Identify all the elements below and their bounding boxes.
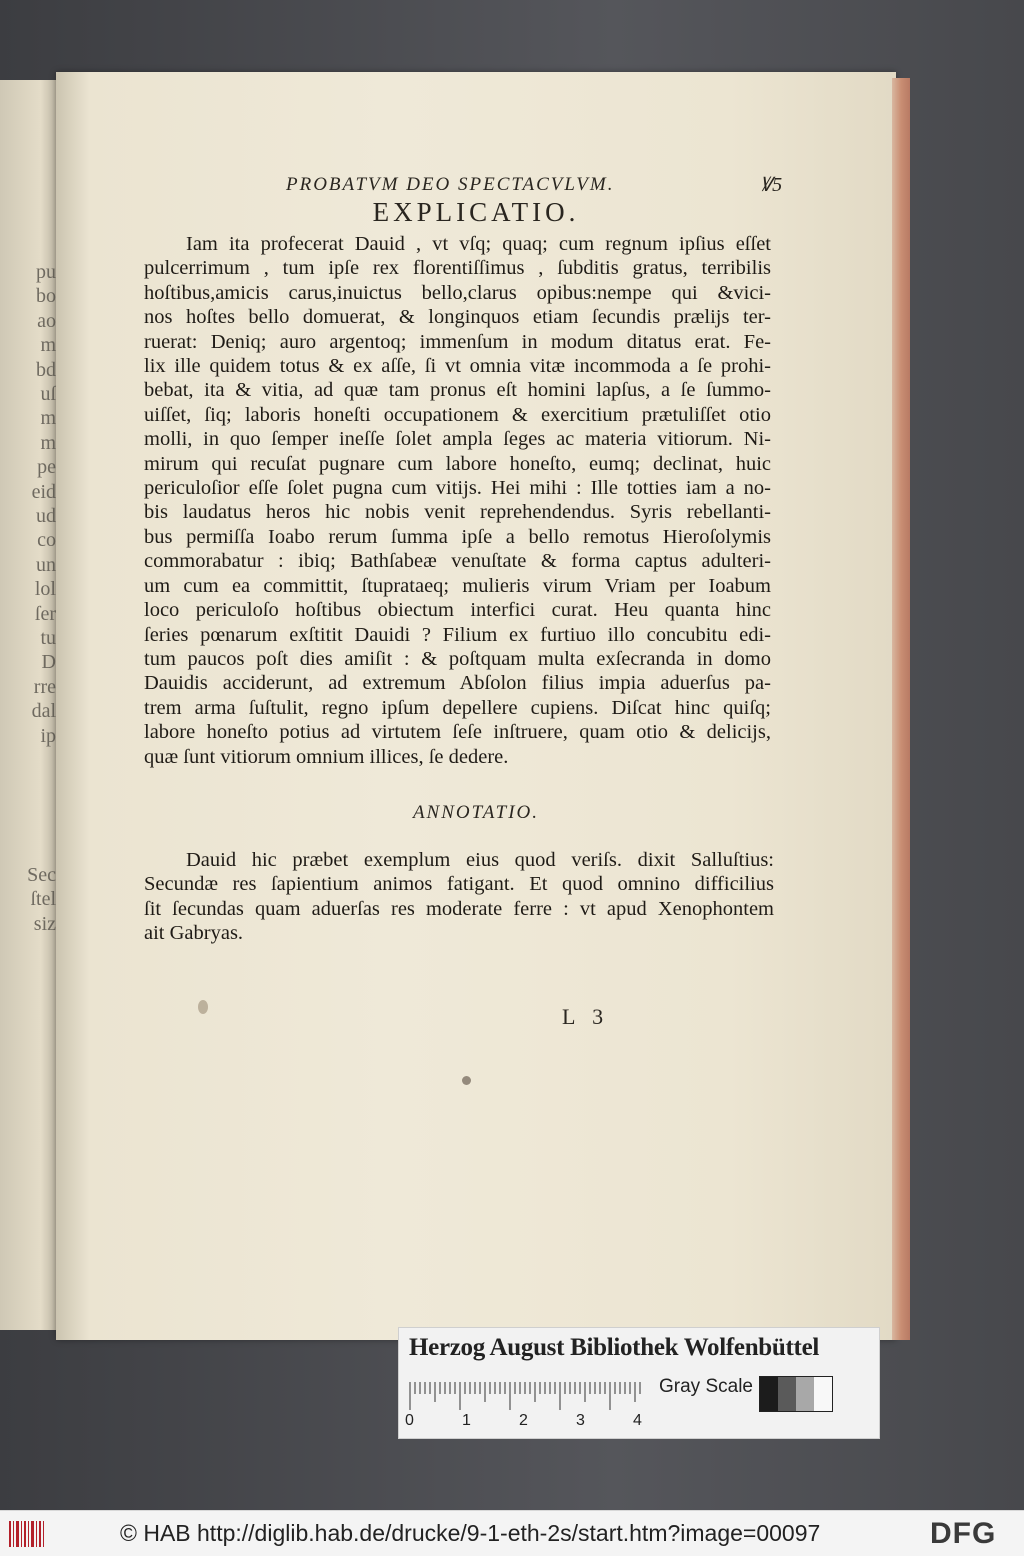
ruler-number: 1 <box>462 1412 471 1429</box>
facing-page-fragment: ip <box>40 724 56 747</box>
annotation-heading: ANNOTATIO. <box>412 802 540 823</box>
text-line: quæ ſunt vitiorum omnium illices, ſe dedere. <box>144 745 509 768</box>
text-line: uiſſet, ſiq; laboris honeſti occupationem & exercitium prætuliſſet otio <box>144 403 771 426</box>
section-heading: EXPLICATIO. <box>372 197 580 227</box>
running-head: PROBATVM DEO SPECTACVLVM. <box>286 174 615 195</box>
body-text <box>144 232 771 769</box>
facing-page-fragment: ſer <box>34 602 56 625</box>
text-line: ait Gabryas. <box>144 922 244 945</box>
gray-scale-label: Gray Scale <box>659 1376 753 1397</box>
facing-page-fragment: eid <box>31 480 56 503</box>
barcode-icon <box>8 1519 46 1549</box>
facing-page-fragment: tu <box>40 627 56 649</box>
text-line: ſit ſecundas quam aduerſas res moderate ferre : vt apud Xenophontem <box>144 897 774 920</box>
paper-stain <box>198 1000 208 1014</box>
text-line: nos hoſtes bello domuerat, & longinquos etiam ſecundis prælijs ter- <box>144 306 771 329</box>
paper-hole <box>462 1076 471 1085</box>
facing-page-fragment: m <box>40 431 56 454</box>
text-line: pulcerrimum , tum ipſe rex florentiſſimus , ſubditis gratus, terribilis <box>144 257 771 280</box>
text-line: Secundæ res ſapientium animos fatigant. Et quod omnino difficilius <box>144 873 774 896</box>
text-line: um cum ea committit, ſtuprataeq; mulieris virum Vriam per Ioabum <box>144 574 771 597</box>
book-page <box>56 72 896 1340</box>
text-line: mirum qui recuſat pugnare cum labore honeſto, eumq; declinat, huic <box>144 452 771 475</box>
library-color-card <box>398 1327 880 1439</box>
footer-source-link[interactable]: © HAB http://diglib.hab.de/drucke/9-1-eth-2s/start.htm?image=00097 <box>120 1520 821 1546</box>
facing-page-fragment: pe <box>37 456 56 479</box>
gray-swatch <box>796 1377 814 1411</box>
facing-page-fragment: m <box>40 334 56 357</box>
facing-page-fragment: bo <box>36 285 56 308</box>
text-line: ruerat: Deniq; auro argentoq; immenſum in modum ditatus erat. Fe- <box>144 330 771 353</box>
page-edge <box>892 78 910 1340</box>
gray-swatch <box>760 1377 778 1411</box>
ruler-number: 2 <box>519 1412 528 1429</box>
facing-page-fragment: m <box>40 407 56 430</box>
library-name: Herzog August Bibliothek Wolfenbüttel <box>409 1334 820 1361</box>
annotation-text <box>144 848 774 946</box>
text-line: molli, in quo ſemper ineſſe ſolet ampla ſeges ac materia vitiorum. Ni- <box>144 428 771 451</box>
dfg-logo: DFG <box>930 1517 997 1550</box>
facing-page-fragment: ud <box>36 505 56 527</box>
text-line: bus permiſſa Ioabo rerum ſumma ipſe a bello remotus Hieroſolymis <box>144 525 771 548</box>
facing-page-fragment: rre <box>33 675 56 698</box>
text-line: bebat, ita & vitia, ad quæ tam pronus eſt homini lapſus, a ſe ſummo- <box>144 379 771 402</box>
ruler-number: 0 <box>405 1412 414 1429</box>
facing-page-fragment: Sec <box>27 864 56 886</box>
gray-scale-swatches <box>759 1376 833 1412</box>
signature-mark: L 3 <box>562 1004 610 1029</box>
text-line: hoſtibus,amicis carus,inuictus bello,clarus opibus:nempe qui &vici- <box>144 281 771 304</box>
text-line: labore honeſto potius ad virtutem ſeſe inſtruere, quam otio & delicijs, <box>144 721 771 744</box>
gray-swatch <box>778 1377 796 1411</box>
text-line: Iam ita profecerat Dauid , vt vſq; quaq; cum regnum ipſius eſſet <box>186 233 771 255</box>
text-line: lix ille quidem totus & ex aſſe, ſi vt omnia vitæ incommoda a ſe prohi- <box>144 355 771 378</box>
ruler-number: 3 <box>576 1412 585 1429</box>
facing-page-fragment: ſtel <box>30 888 56 911</box>
facing-page-fragment: un <box>36 553 56 576</box>
facing-page-fragment: pu <box>36 261 56 283</box>
text-line: Dauid hic præbet exemplum eius quod veriſs. dixit Salluſtius: <box>186 849 774 871</box>
facing-page-fragment: lol <box>34 578 56 601</box>
facing-page-fragment: ao <box>37 309 56 332</box>
text-line: loco periculoſo hoſtibus obiectum interfici curat. Heu quanta hinc <box>144 599 771 622</box>
ruler-scale <box>409 1378 641 1410</box>
text-line: bis laudatus heros hic nobis venit reprehendendus. Syris rebellanti- <box>144 501 771 524</box>
text-line: trem arma ſuſtulit, regno ipſum depellere cupiens. Diſcat hinc quiſq; <box>144 696 771 719</box>
facing-page-fragment: uſ <box>40 383 56 405</box>
folio-mark: Ꝟ5 <box>760 174 783 196</box>
text-line: Dauidis acciderunt, ad extremum Abſolon filius impia aduerſus pa- <box>144 672 771 695</box>
text-line: periculoſior eſſe ſolet pugna cum vitijs. Hei mihi : Ille totties iam a no- <box>144 477 771 500</box>
text-line: commorabatur : ibiq; Bathſabeæ venuſtate & forma captus adulteri- <box>144 550 771 573</box>
facing-page-fragment: bd <box>36 358 56 381</box>
text-line: tum paucos poſt dies amiſit : & poſtquam multa exſecranda in domo <box>144 647 771 670</box>
facing-page-fragment: dal <box>31 700 56 723</box>
facing-page-fragment: siz <box>33 912 56 935</box>
footer-bar <box>0 1510 1024 1556</box>
facing-page-fragment: D <box>41 651 56 674</box>
gray-swatch <box>814 1377 832 1411</box>
text-line: ſeries pœnarum exſtitit Dauidi ? Filium ex furtiuo illo concubitu edi- <box>144 623 771 646</box>
ruler-number: 4 <box>633 1412 642 1429</box>
facing-page-fragment: co <box>37 529 56 552</box>
facing-page-edge <box>0 80 58 1330</box>
